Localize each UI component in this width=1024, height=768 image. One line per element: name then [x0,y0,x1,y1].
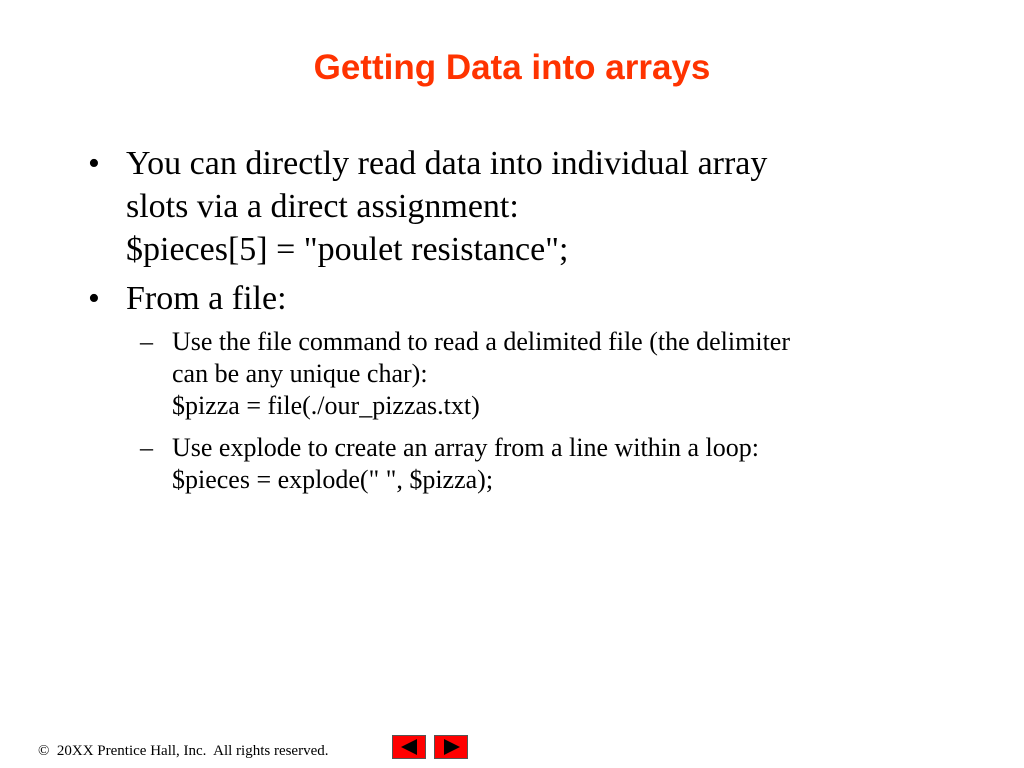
bullet-item [86,277,946,320]
bullet-text-line: You can directly read data into individual array [126,145,768,182]
copyright-footer: © 20XX Prentice Hall, Inc. All rights reserved. [38,743,329,759]
bullet-marker: • [88,280,100,317]
sub-bullet-marker: – [140,433,153,462]
bullet-marker: • [88,145,100,182]
sub-bullet-text-line: can be any unique char): [172,359,428,388]
previous-slide-button[interactable] [392,735,426,759]
sub-bullet-marker: – [140,327,153,356]
sub-bullet-text-line: Use explode to create an array from a line within a loop: [172,433,759,462]
right-arrow-icon [444,739,460,755]
bullet-text-line: From a file: [126,280,287,317]
sub-bullet-code-line: $pizza = file(./our_pizzas.txt) [172,391,480,420]
bullet-code-line: $pieces[5] = "poulet resistance"; [126,231,569,268]
sub-bullet-text-line: Use the file command to read a delimited file (the delimiter [172,327,790,356]
sub-bullet-item [86,432,946,496]
sub-bullet-code-line: $pieces = explode(" ", $pizza); [172,465,494,494]
bullet-item [86,142,946,271]
slide-body [86,142,946,506]
left-arrow-icon [401,739,417,755]
next-slide-button[interactable] [434,735,468,759]
bullet-text-line: slots via a direct assignment: [126,188,519,225]
slide-title: Getting Data into arrays [313,48,711,87]
sub-bullet-item [86,326,946,422]
